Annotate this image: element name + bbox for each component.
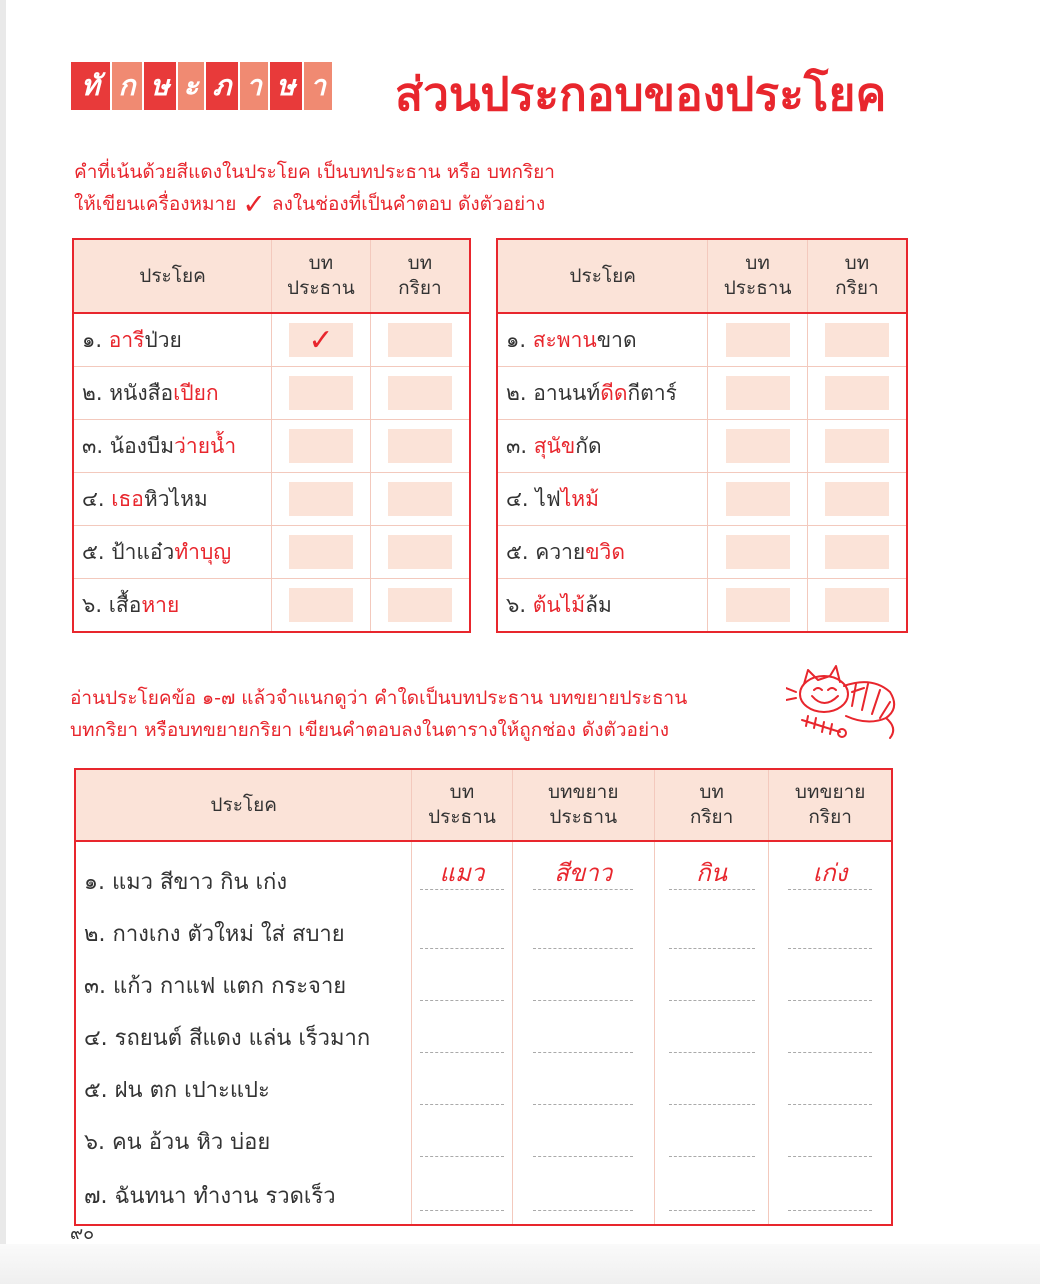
table-row xyxy=(497,579,907,633)
table-row xyxy=(73,473,470,526)
exercise1-left-table xyxy=(72,238,471,633)
sentence-cell: ๕. ควายขวิด xyxy=(497,526,708,579)
brand-char: า xyxy=(240,62,268,110)
table-row xyxy=(497,526,907,579)
header-subject: บท ประธาน xyxy=(272,239,371,313)
sentence-cell: ๑. แมว สีขาว กิน เก่ง xyxy=(75,841,412,907)
table-row xyxy=(497,313,907,367)
sentence-cell: ๖. คน อ้วน หิว บ่อย xyxy=(75,1115,412,1167)
subject-answer[interactable] xyxy=(420,1022,504,1053)
brand-char: ทั xyxy=(71,62,110,110)
table-row xyxy=(73,526,470,579)
table-row xyxy=(497,420,907,473)
check-mark-icon: ✓ xyxy=(242,187,266,221)
header-verb: บท กริยา xyxy=(807,239,907,313)
answer-box[interactable] xyxy=(825,482,889,516)
answer-box[interactable] xyxy=(289,376,353,410)
exercise1-right-table xyxy=(496,238,908,633)
subject-answer[interactable] xyxy=(420,1074,504,1105)
verb-answer[interactable] xyxy=(669,970,755,1001)
sentence-cell: ๒. หนังสือเปียก xyxy=(73,367,272,420)
answer-box[interactable] xyxy=(825,588,889,622)
table-row xyxy=(75,841,892,907)
table-row xyxy=(73,313,470,367)
verb-modifier-answer[interactable] xyxy=(788,1180,872,1211)
brand-char: ก xyxy=(112,62,142,110)
page-title: ส่วนประกอบของประโยค xyxy=(395,67,887,121)
instruction-line: คำที่เน้นด้วยสีแดงในประโยค เป็นบทประธาน หรือ บทกริยา xyxy=(74,161,555,183)
header-subject-modifier: บทขยาย ประธาน xyxy=(512,769,654,841)
sentence-cell: ๔. รถยนต์ สีแดง แล่น เร็วมาก xyxy=(75,1011,412,1063)
exercise2-table xyxy=(74,768,893,1226)
brand-char: า xyxy=(304,62,332,110)
header-verb: บท กริยา xyxy=(370,239,470,313)
subject-modifier-answer[interactable] xyxy=(533,970,633,1001)
table-row xyxy=(73,367,470,420)
answer-box[interactable] xyxy=(825,323,889,357)
instruction-line: บทกริยา หรือบทขยายกริยา เขียนคำตอบลงในตารางให้ถูกช่อง ดังตัวอย่าง xyxy=(70,719,670,741)
answer-box[interactable] xyxy=(825,376,889,410)
subject-modifier-answer[interactable] xyxy=(533,1180,633,1211)
sentence-cell: ๒. กางเกง ตัวใหม่ ใส่ สบาย xyxy=(75,907,412,959)
header-subject: บท ประธาน xyxy=(708,239,807,313)
exercise2-instruction xyxy=(70,682,687,746)
verb-answer[interactable] xyxy=(669,1074,755,1105)
table-row xyxy=(75,1011,892,1063)
sentence-cell: ๒. อานนท์ดีดกีตาร์ xyxy=(497,367,708,420)
verb-modifier-answer[interactable]: เก่ง xyxy=(788,859,872,890)
table-row xyxy=(75,1167,892,1225)
table-row xyxy=(75,1063,892,1115)
header-verb-modifier: บทขยาย กริยา xyxy=(769,769,892,841)
subject-answer[interactable]: แมว xyxy=(420,859,504,890)
brand-char: ษ xyxy=(144,62,176,110)
answer-box[interactable] xyxy=(289,535,353,569)
sentence-cell: ๗. ฉันทนา ทำงาน รวดเร็ว xyxy=(75,1167,412,1225)
sentence-cell: ๕. ป้าแอ๋วทำบุญ xyxy=(73,526,272,579)
table-row xyxy=(497,473,907,526)
table-row xyxy=(75,959,892,1011)
answer-box[interactable] xyxy=(726,535,790,569)
sentence-cell: ๖. ต้นไม้ล้ม xyxy=(497,579,708,633)
verb-answer[interactable] xyxy=(669,1022,755,1053)
verb-answer[interactable] xyxy=(669,918,755,949)
page-edge xyxy=(0,0,6,1284)
answer-box[interactable] xyxy=(289,429,353,463)
header-subject: บท ประธาน xyxy=(412,769,512,841)
answer-box[interactable] xyxy=(289,588,353,622)
instruction-text: ให้เขียนเครื่องหมาย xyxy=(74,193,237,215)
answer-box[interactable] xyxy=(388,482,452,516)
page-number: ๙๐ xyxy=(70,1223,95,1244)
brand-logo xyxy=(71,62,334,110)
answer-box[interactable] xyxy=(388,376,452,410)
sentence-cell: ๔. เธอหิวไหม xyxy=(73,473,272,526)
table-row xyxy=(73,579,470,633)
brand-char: ะ xyxy=(178,62,204,110)
instruction-line xyxy=(74,188,555,221)
table-row xyxy=(497,367,907,420)
answer-box[interactable] xyxy=(726,482,790,516)
subject-modifier-answer[interactable]: สีขาว xyxy=(533,859,633,890)
sentence-cell: ๑. สะพานขาด xyxy=(497,313,708,367)
verb-modifier-answer[interactable] xyxy=(788,918,872,949)
verb-modifier-answer[interactable] xyxy=(788,1022,872,1053)
header-sentence: ประโยค xyxy=(75,769,412,841)
subject-answer[interactable] xyxy=(420,1126,504,1157)
subject-modifier-answer[interactable] xyxy=(533,1074,633,1105)
instruction-text: ลงในช่องที่เป็นคำตอบ ดังตัวอย่าง xyxy=(271,193,546,215)
answer-box[interactable]: ✓ xyxy=(289,323,353,357)
verb-answer[interactable] xyxy=(669,1180,755,1211)
verb-modifier-answer[interactable] xyxy=(788,1074,872,1105)
subject-answer[interactable] xyxy=(420,1180,504,1211)
verb-answer[interactable] xyxy=(669,1126,755,1157)
subject-answer[interactable] xyxy=(420,918,504,949)
sentence-cell: ๕. ฝน ตก เปาะแปะ xyxy=(75,1063,412,1115)
sentence-cell: ๓. น้องบีมว่ายน้ำ xyxy=(73,420,272,473)
sentence-cell: ๓. สุนัขกัด xyxy=(497,420,708,473)
subject-modifier-answer[interactable] xyxy=(533,1022,633,1053)
answer-box[interactable] xyxy=(726,376,790,410)
verb-modifier-answer[interactable] xyxy=(788,970,872,1001)
verb-modifier-answer[interactable] xyxy=(788,1126,872,1157)
answer-box[interactable] xyxy=(726,323,790,357)
answer-box[interactable] xyxy=(726,429,790,463)
sentence-cell: ๖. เสื้อหาย xyxy=(73,579,272,633)
table-row xyxy=(75,907,892,959)
instruction-line: อ่านประโยคข้อ ๑-๗ แล้วจำแนกดูว่า คำใดเป็นบทประธาน บทขยายประธาน xyxy=(70,687,688,709)
exercise1-instruction xyxy=(74,156,555,221)
sentence-cell: ๓. แก้ว กาแฟ แตก กระจาย xyxy=(75,959,412,1011)
header-verb: บท กริยา xyxy=(654,769,768,841)
header-sentence: ประโยค xyxy=(73,239,272,313)
answer-box[interactable] xyxy=(388,535,452,569)
sentence-cell: ๑. อารีป่วย xyxy=(73,313,272,367)
header-sentence: ประโยค xyxy=(497,239,708,313)
subject-answer[interactable] xyxy=(420,970,504,1001)
answer-box[interactable] xyxy=(388,588,452,622)
brand-char: ภ xyxy=(206,62,238,110)
cat-illustration-icon xyxy=(786,662,902,744)
verb-answer[interactable]: กิน xyxy=(669,859,755,890)
answer-box[interactable] xyxy=(388,323,452,357)
answer-box[interactable] xyxy=(289,482,353,516)
answer-box[interactable] xyxy=(825,535,889,569)
answer-box[interactable] xyxy=(825,429,889,463)
brand-char: ษ xyxy=(270,62,302,110)
table-row xyxy=(75,1115,892,1167)
answer-box[interactable] xyxy=(388,429,452,463)
sentence-cell: ๔. ไฟไหม้ xyxy=(497,473,708,526)
subject-modifier-answer[interactable] xyxy=(533,918,633,949)
table-row xyxy=(73,420,470,473)
bottom-shade xyxy=(0,1244,1040,1284)
subject-modifier-answer[interactable] xyxy=(533,1126,633,1157)
answer-box[interactable] xyxy=(726,588,790,622)
